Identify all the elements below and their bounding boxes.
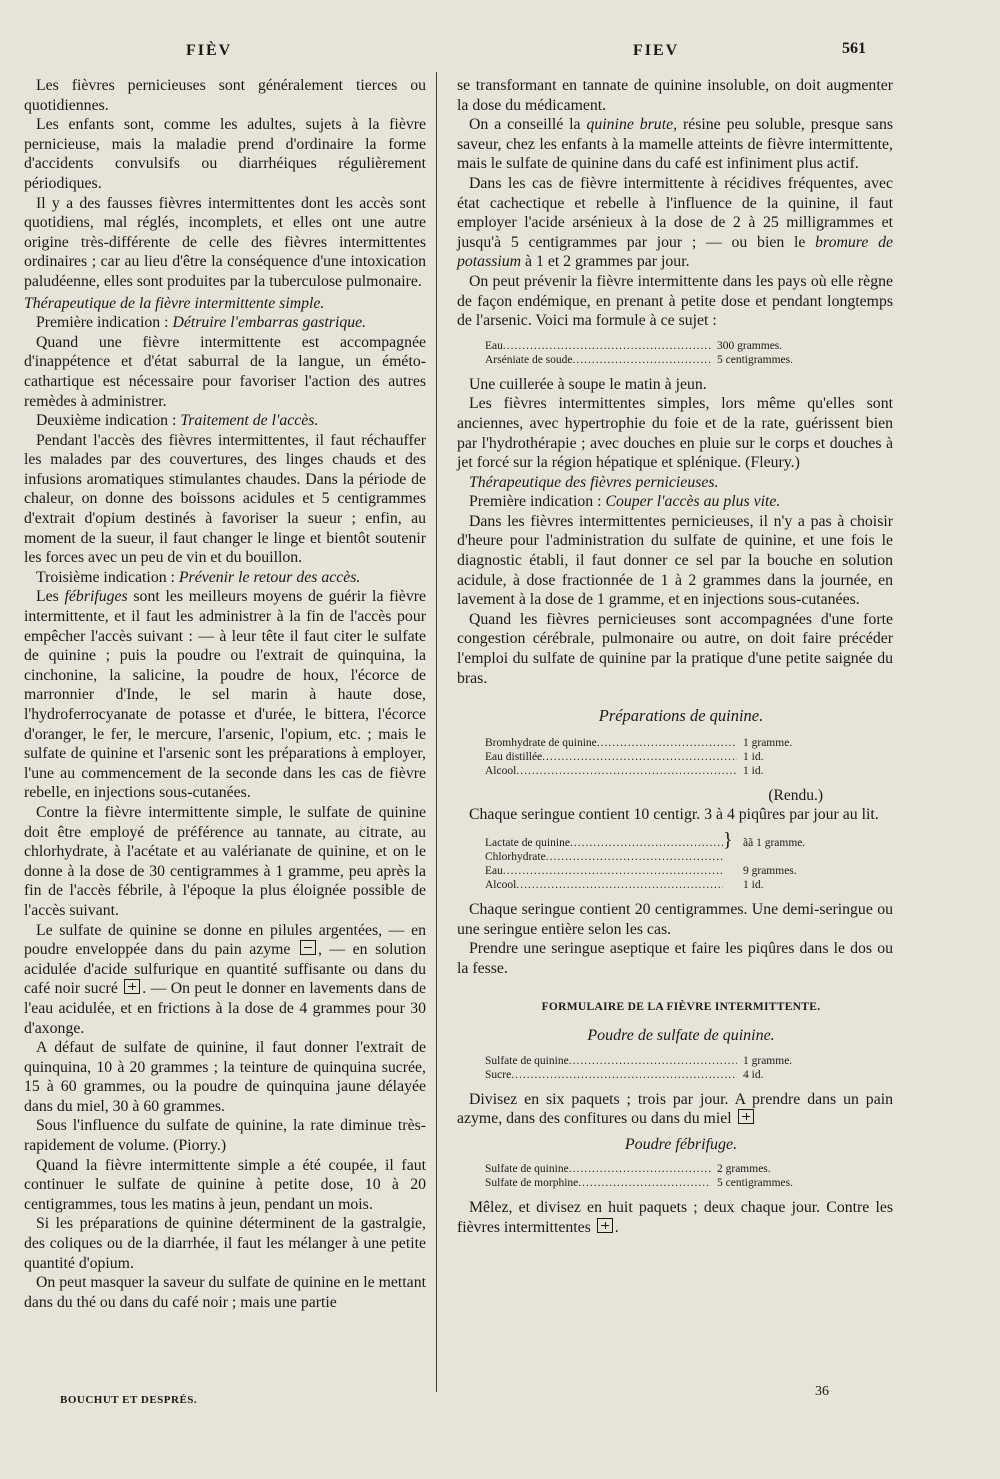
leader-dots: [511, 1068, 737, 1082]
formula-row: [485, 1054, 835, 1068]
formula-row: [485, 878, 835, 892]
text-run: Les: [36, 588, 65, 606]
leader-dots: [542, 750, 737, 764]
leader-dots: [569, 1162, 711, 1176]
paragraph: Prendre une seringue aseptique et faire les piqûres dans le dos ou la fesse.: [457, 940, 893, 977]
text-run: On a conseillé la: [469, 116, 587, 134]
indication-label: Première indication :: [36, 314, 173, 332]
indication-text: Détruire l'embarras gastrique.: [172, 314, 367, 332]
formula-row: [485, 339, 835, 353]
footer-authors: BOUCHUT ET DESPRÉS.: [60, 1394, 198, 1406]
formulaire-heading: FORMULAIRE DE LA FIÈVRE INTERMITTENTE.: [541, 1001, 821, 1014]
text-run: sont les meilleurs moyens de guérir la fièvre intermittente, et il faut les administrer à la fin de l'accès pour empêcher l'accès suivant : — à leur tête il faut citer le sulfate de quinine ; puis la poudre ou l'extrait de quinquina, la cinchonine, la salicine, la poudre de houx, l'écorce de marronnier d'Inde, le sel marin à haute dose, l'hydroferrocyanate de potasse et d'urée, le bittera, l'écorce d'oranger, le fer, le mercure, l'arsenic, l'opium, etc. ; mais le sulfate de quinine et l'arsenic sont les préparations à employer, l'une au commencement de la seconde dans les cas de fièvre rebelle, en injections sous-cutanées.: [24, 588, 426, 802]
paragraph: Une cuillerée à soupe le matin à jeun.: [469, 375, 707, 393]
paragraph: On peut prévenir la fièvre intermittente dans les pays où elle règne de façon endémique, en prenant à petite dose et pendant longtemps de l'arsenic. Voici ma formule à ce sujet :: [457, 272, 893, 330]
column-divider: [436, 72, 437, 1392]
paragraph: Dans les fièvres intermittentes pernicieuses, il n'y a pas à choisir d'heure pour l'administration du sulfate de quinine, et une fois le diagnostic établi, il faut donner ce sel par la bouche en solution acidule, à dose fractionnée de 1 à 2 grammes dans la journée, en lavement à la dose de 1 gramme, et en injections sous-cutanées.: [457, 512, 893, 609]
section-heading: Thérapeutique de la fièvre intermittente simple.: [24, 294, 325, 312]
paragraph: Mêlez, et divisez en huit paquets ; deux chaque jour. Contre les fièvres intermittentes .: [457, 1199, 893, 1236]
leader-dots: [570, 836, 723, 850]
text-run: Mêlez, et divisez en huit paquets ; deux chaque jour. Contre les fièvres intermittentes: [457, 1199, 893, 1236]
paragraph: Pendant l'accès des fièvres intermittentes, il faut réchauffer les malades par des couvertures, des linges chauds et des infusions aromatiques stimulantes chaudes. Dans la période de chaleur, on donne des boissons acidules et 5 centigrammes d'extrait d'opium destinés à favoriser la sueur ; enfin, au moment de la sueur, il faut changer le linge et bientôt soutenir les forces avec un peu de vin et du bouillon.: [24, 431, 426, 567]
leader-dots: [516, 764, 737, 778]
formula-poudre-sulfate: [485, 1054, 835, 1082]
paragraph: Sous l'influence du sulfate de quinine, la rate diminue très-rapidement de volume. (Piorry.): [24, 1117, 426, 1155]
text-run: Divisez en six paquets ; trois par jour. A prendre dans un pain azyme, dans des confitures ou dans du miel: [457, 1090, 893, 1128]
paragraph: se transformant en tannate de quinine insoluble, on doit augmenter la dose du médicament.: [457, 77, 893, 114]
paragraph: Si les préparations de quinine déterminent de la gastralgie, des coliques ou de la diarrhée, il faut les mélanger à une petite quantité d'opium.: [24, 1215, 426, 1272]
paragraph: Les enfants sont, comme les adultes, sujets à la fièvre pernicieuse, mais la maladie prend d'ordinaire la forme d'accidents convulsifs ou diarrhéiques régulièrement périodiques.: [24, 116, 426, 192]
paragraph: On peut masquer la saveur du sulfate de quinine en le mettant dans du thé ou dans du café noir ; mais une partie: [24, 1274, 426, 1311]
indication-label: Deuxième indication :: [36, 412, 181, 430]
paragraph: [24, 587, 426, 803]
left-column: [24, 76, 426, 1312]
ingredient-qty: 2 grammes.: [717, 1163, 771, 1176]
paragraph: Les fièvres intermittentes simples, lors même qu'elles sont anciennes, avec hypertrophie du foie et de la rate, guérissent bien par l'hydrothérapie ; avec douches en pluie sur le corps et douches à jet forcé sur la région hépatique et splénique. (Fleury.): [457, 395, 893, 472]
paragraph: [457, 115, 893, 174]
ingredient-name: Eau: [485, 339, 503, 352]
text-run: Le sulfate de quinine se donne en pilules argentées, — en poudre enveloppée dans du pain azyme: [24, 921, 426, 959]
ingredient-qty: 4 id.: [743, 1068, 764, 1081]
ingredient-name: Sulfate de morphine: [485, 1177, 579, 1190]
formula-row: [485, 1176, 835, 1190]
formula-poudre-febrifuge: [485, 1162, 835, 1190]
right-column: [457, 76, 893, 1238]
paragraph: Contre la fièvre intermittente simple, le sulfate de quinine doit être employé de préférence au tannate, au citrate, au chlorhydrate, à l'acétate et au valérianate de quinine, et on le donne à la dose de 30 centigrammes à 1 gramme, peu après la fin de l'accès fébrile, à l'époque la plus éloignée possible de l'accès suivant.: [24, 803, 426, 919]
ingredient-qty: 1 gramme.: [743, 736, 793, 749]
ingredient-name: Chlorhydrate: [485, 851, 546, 863]
ingredient-name: Sulfate de quinine: [485, 1163, 569, 1176]
ingredient-name: Arséniate de soude: [485, 353, 573, 366]
italic-term: quinine brute: [586, 116, 674, 134]
text-run: , — en solution acidulée d'acide sulfurique en quantité suffisante ou dans du café noir sucré: [24, 941, 426, 998]
formula-row: [485, 736, 835, 750]
paragraph: Les fièvres pernicieuses sont généralement tierces ou quotidiennes.: [24, 77, 426, 114]
leader-dots: [546, 850, 723, 864]
italic-term: bromure de potassium: [457, 233, 893, 271]
ingredient-qty: 1 gramme.: [743, 1054, 793, 1067]
formula-row: [485, 750, 835, 764]
boxed-plus-icon: [738, 1109, 754, 1124]
paragraph: Quand la fièvre intermittente simple a été coupée, il faut continuer le sulfate de quinine à petite dose, 10 à 20 centigrammes, tous les matins à jeun, pendant un mois.: [24, 1156, 426, 1213]
formula-row: [485, 353, 835, 367]
leader-dots: [503, 339, 711, 353]
formula-row: [485, 764, 835, 778]
ingredient-qty: 1 id.: [743, 879, 764, 891]
text-run: . — On peut le donner en lavements dans de l'eau acidulée, et en frictions à la dose de 4 grammes pour 30 d'axonge.: [24, 980, 427, 1037]
leader-dots: [569, 1054, 737, 1068]
ingredient-qty: 1 id.: [743, 764, 764, 777]
formula-row: [485, 1068, 835, 1082]
brace-glyph: }: [723, 829, 733, 851]
ingredient-name: Sucre: [485, 1068, 512, 1081]
indication-text: Couper l'accès au plus vite.: [605, 493, 781, 511]
formula-row: [485, 1162, 835, 1176]
boxed-minus-icon: [300, 940, 316, 955]
paragraph: [457, 174, 893, 272]
formula-row: [485, 850, 835, 864]
indication-label: Troisième indication :: [36, 568, 179, 586]
leader-dots: [503, 864, 723, 878]
ingredient-name: Alcool: [485, 879, 517, 891]
leader-dots: [573, 353, 712, 367]
italic-term: fébrifuges: [64, 588, 128, 606]
page-number: 561: [842, 40, 866, 57]
formula-row: [485, 864, 835, 878]
paragraph: Il y a des fausses fièvres intermittentes dont les accès sont quotidiens, mal réglés, incomplets, et elles ont une autre origine très-différente de celle des fièvres intermittentes ordinaires ; car au lieu d'être la conséquence d'une intoxication paludéenne, elles sont produites par la tuberculose pulmonaire.: [24, 194, 426, 290]
paragraph: Chaque seringue contient 20 centigrammes. Une demi-seringue ou une seringue entière selon les cas.: [457, 901, 893, 938]
leader-dots: [578, 1176, 711, 1190]
subsection-heading: Poudre de sulfate de quinine.: [587, 1026, 775, 1044]
ingredient-name: Eau distillée: [485, 750, 543, 763]
formula-bromhydrate: [485, 736, 835, 778]
indication-text: Prévenir le retour des accès.: [178, 568, 361, 586]
boxed-plus-icon: [597, 1218, 613, 1233]
paragraph: Quand une fièvre intermittente est accompagnée d'inappétence et d'état saburral de la langue, un éméto-cathartique est nécessaire pour favoriser l'action des autres remèdes à administrer.: [24, 333, 426, 410]
left-running-head: FIÈV: [186, 42, 233, 59]
ingredient-name: Lactate de quinine: [485, 837, 570, 849]
paragraph: A défaut de sulfate de quinine, il faut donner l'extrait de quinquina, 10 à 20 grammes ; la teinture de quinquina sucrée, 15 à 60 grammes, ou la poudre de quinquina jaune délayée dans du miel, 30 à 60 grammes.: [24, 1039, 426, 1115]
leader-dots: [597, 736, 737, 750]
ingredient-qty: 300 grammes.: [717, 339, 783, 352]
indication-label: Première indication :: [469, 493, 606, 511]
ingredient-name: Sulfate de quinine: [485, 1054, 569, 1067]
ingredient-name: Bromhydrate de quinine: [485, 736, 597, 749]
indication-line: [24, 411, 426, 431]
ingredient-name: Alcool: [485, 764, 517, 777]
formula-arsenic: [485, 339, 835, 367]
formula-lactate: [485, 829, 835, 892]
ingredient-qty: 5 centigrammes.: [717, 1177, 794, 1190]
paragraph: Quand les fièvres pernicieuses sont accompagnées d'une forte congestion cérébrale, pulmonaire ou autre, on doit faire précéder l'emploi du sulfate de quinine par la pratique d'une petite saignée du bras.: [457, 610, 893, 687]
paragraph: Chaque seringue contient 10 centigr. 3 à 4 piqûres par jour au lit.: [469, 806, 879, 824]
subsection-heading: Poudre fébrifuge.: [624, 1135, 738, 1153]
formula-row: [485, 829, 835, 851]
preparations-heading: Préparations de quinine.: [598, 706, 764, 726]
paragraph: [457, 1090, 893, 1129]
text-run: , résine peu soluble, presque sans saveur, chez les enfants à la mamelle atteints de fièvre intermittente, mais le sulfate de quinine dans du café est infiniment plus actif.: [457, 116, 893, 173]
ingredient-qty: 5 centigrammes.: [717, 353, 794, 366]
text-run: Dans les cas de fièvre intermittente à récidives fréquentes, avec état cachectique et rebelle à l'influence de la quinine, il faut employer l'acide arsénieux à la dose de 2 à 25 milligrammes et jusqu'à 5 centigrammes par jour ; — ou bien le: [457, 174, 893, 251]
boxed-plus-icon: [124, 979, 140, 994]
right-running-head: FIEV: [633, 42, 680, 59]
indication-line: [24, 313, 426, 333]
signature-mark: 36: [815, 1384, 829, 1399]
brace-qty: ãã 1 gramme.: [743, 837, 806, 849]
ingredient-name: Eau: [485, 865, 503, 877]
text-run: à 1 et 2 grammes par jour.: [521, 253, 690, 271]
indication-line: [24, 568, 426, 588]
indication-line: [457, 492, 893, 512]
leader-dots: [516, 878, 723, 892]
source-citation: (Rendu.): [768, 786, 823, 804]
indication-text: Traitement de l'accès.: [180, 412, 319, 430]
section-heading: Thérapeutique des fièvres pernicieuses.: [469, 473, 719, 491]
paragraph: [24, 921, 426, 1039]
ingredient-qty: 1 id.: [743, 750, 764, 763]
ingredient-qty: 9 grammes.: [743, 865, 797, 877]
